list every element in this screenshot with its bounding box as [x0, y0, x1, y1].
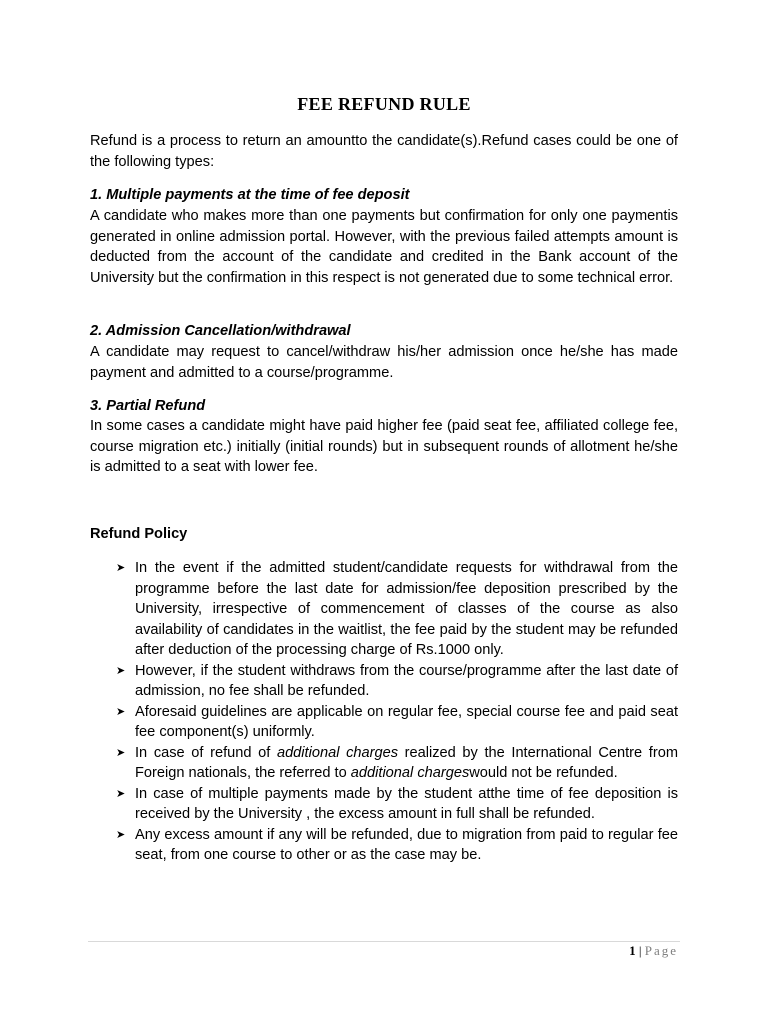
- arrow-bullet-icon: ➤: [116, 828, 126, 841]
- arrow-bullet-icon: ➤: [116, 787, 126, 800]
- page-footer: [629, 942, 678, 960]
- policy-item: [90, 825, 678, 866]
- refund-policy-list: [90, 558, 678, 866]
- document-title: FEE REFUND RULE: [297, 94, 471, 114]
- section-3-heading: 3. Partial Refund: [90, 398, 206, 414]
- section-1-heading: 1. Multiple payments at the time of fee deposit: [90, 187, 410, 203]
- policy-item-text: Aforesaid guidelines are applicable on regular fee, special course fee and paid seat fee component(s) uniformly.: [135, 703, 678, 740]
- policy-item-text: However, if the student withdraws from the course/programme after the last date of admission, no fee shall be refunded.: [135, 662, 678, 699]
- policy-item-text: In case of multiple payments made by the student atthe time of fee deposition is received by the University , the excess amount in full shall be refunded.: [135, 785, 678, 822]
- page-separator: |: [638, 943, 642, 958]
- arrow-bullet-icon: ➤: [116, 664, 126, 677]
- policy-item-text-pre: In case of refund of: [135, 744, 277, 761]
- policy-item: [90, 558, 678, 661]
- policy-item-text-mid: realized by the International Centre from Foreign nationals, the referred to: [135, 744, 678, 781]
- arrow-bullet-icon: ➤: [116, 746, 126, 759]
- policy-item-emphasis: additional charges: [350, 765, 470, 781]
- footer-divider: [88, 941, 680, 942]
- policy-item: [90, 784, 678, 825]
- page-number: 1: [629, 943, 636, 958]
- section-1-body: A candidate who makes more than one payments but confirmation for only one paymentis generated in online admission portal. However, with the previous failed attempts amount is deducted from the account of the candidate and credited in the Bank account of the University but the confirmation in this respect is not generated due to some technical error.: [90, 208, 678, 286]
- policy-item-emphasis: additional charges: [276, 744, 398, 761]
- policy-item: [90, 661, 678, 702]
- section-2-heading: 2. Admission Cancellation/withdrawal: [90, 323, 351, 339]
- policy-item-text: Any excess amount if any will be refunded, due to migration from paid to regular fee seat, from one course to other or as the case may be.: [135, 826, 678, 863]
- intro-paragraph: Refund is a process to return an amountto the candidate(s).Refund cases could be one of the following types:: [90, 133, 678, 170]
- page-label: Page: [644, 943, 678, 958]
- section-3-body: In some cases a candidate might have paid higher fee (paid seat fee, affiliated college fee, course migration etc.) initially (initial rounds) but in subsequent rounds of allotment he/she is admitted to a seat with lower fee.: [90, 418, 678, 475]
- policy-item: [90, 743, 678, 784]
- refund-policy-heading: Refund Policy: [90, 526, 188, 542]
- arrow-bullet-icon: ➤: [116, 562, 126, 574]
- arrow-bullet-icon: ➤: [116, 705, 126, 718]
- policy-item-text: In the event if the admitted student/candidate requests for withdrawal from the programme before the last date for admission/fee deposition prescribed by the University, irrespective of commencement of classes of the course as also availability of candidates in the waitlist, the fee paid by the student may be refunded after deduction of the processing charge of Rs.1000 only.: [135, 560, 678, 658]
- policy-item-text-post: would not be refunded.: [469, 765, 618, 781]
- policy-item: [90, 702, 678, 743]
- section-2-body: A candidate may request to cancel/withdraw his/her admission once he/she has made payment and admitted to a course/programme.: [90, 344, 678, 381]
